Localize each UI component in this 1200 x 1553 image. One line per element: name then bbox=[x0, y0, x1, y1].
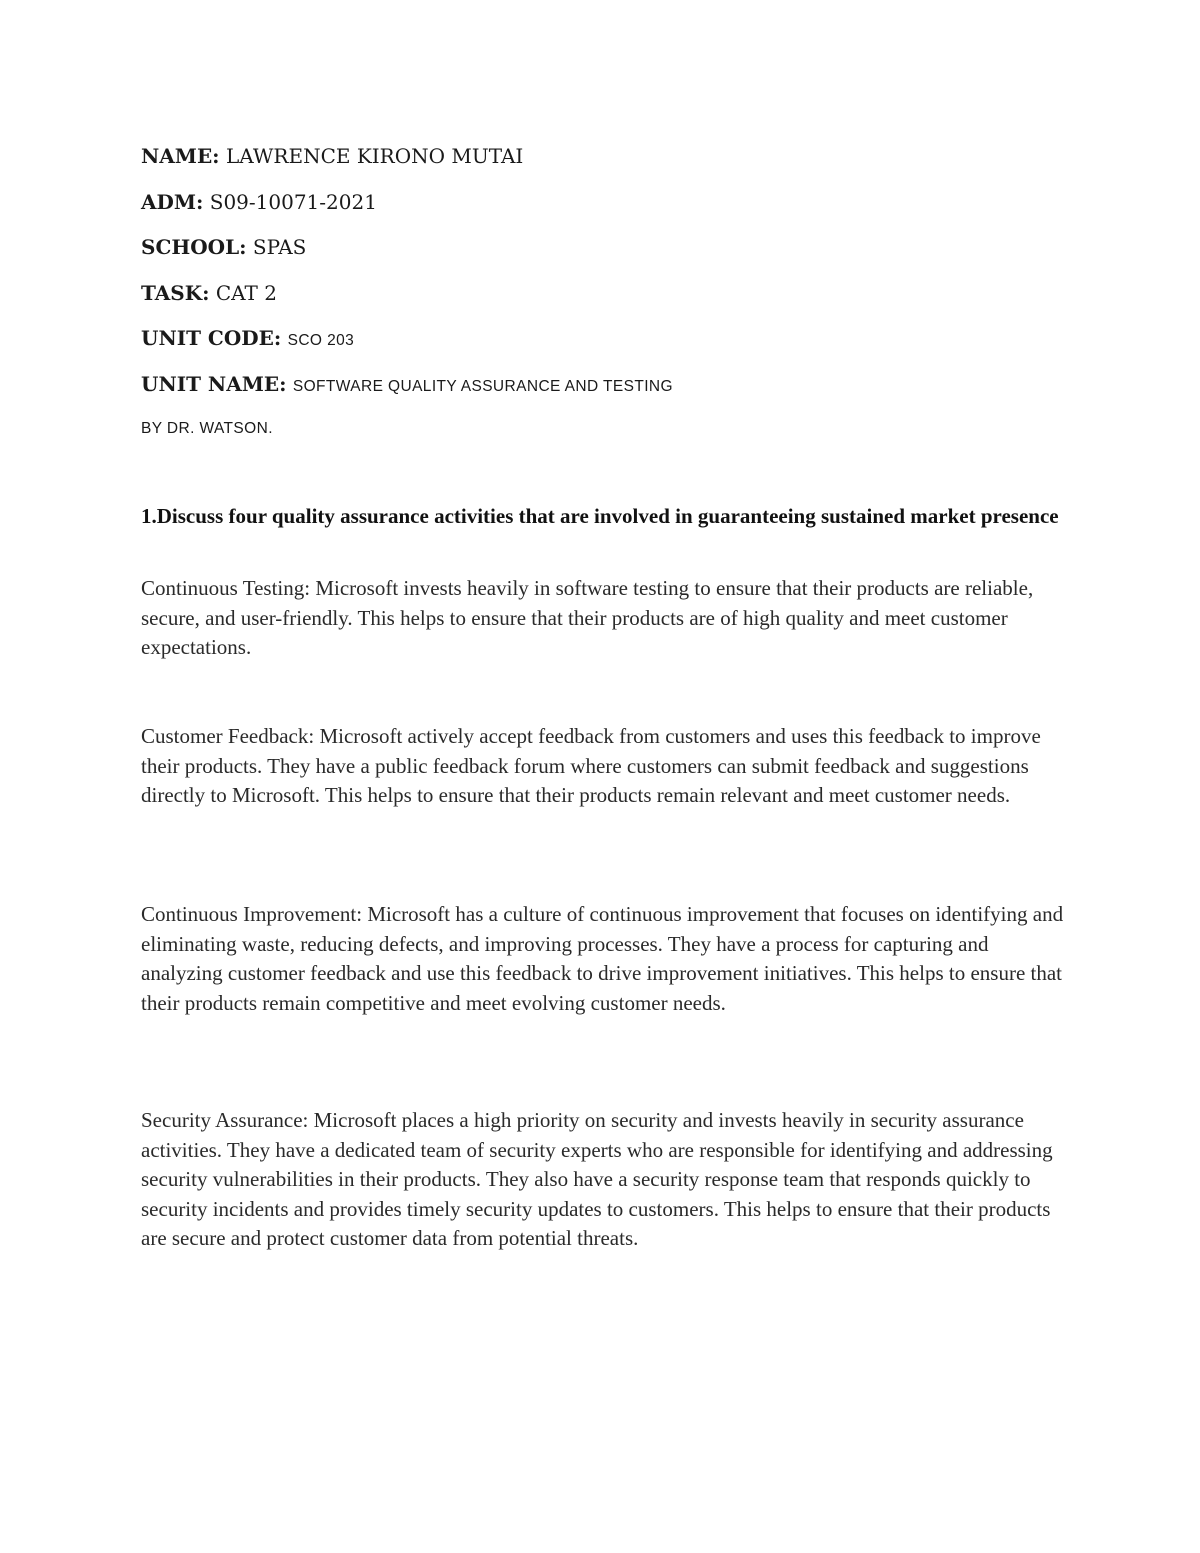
school-value: SPAS bbox=[252, 235, 307, 259]
unit-code-label: UNIT CODE: bbox=[141, 326, 282, 350]
lecturer-line: BY DR. WATSON. bbox=[141, 420, 273, 437]
adm-line bbox=[141, 184, 1101, 230]
school-label: SCHOOL: bbox=[141, 235, 247, 259]
paragraph-continuous-testing: Continuous Testing: Microsoft invests heavily in software testing to ensure that their products are reliable, secure, and user-friendly. This helps to ensure that their products are of high quality and meet customer expectations. bbox=[141, 576, 1034, 659]
task-line bbox=[141, 275, 1101, 321]
paragraph-customer-feedback: Customer Feedback: Microsoft actively accept feedback from customers and uses this feedback to improve their products. They have a public feedback forum where customers can submit feedback and suggestions directly to Microsoft. This helps to ensure that their products remain relevant and meet customer needs. bbox=[141, 724, 1041, 807]
name-label: NAME: bbox=[141, 144, 220, 168]
school-line bbox=[141, 229, 1101, 275]
paragraph-security-assurance: Security Assurance: Microsoft places a high priority on security and invests heavily in security assurance activities. They have a dedicated team of security experts who are responsible for identifying and addressing security vulnerabilities in their products. They also have a security response team that responds quickly to security incidents and provides timely security updates to customers. This helps to ensure that their products are secure and protect customer data from potential threats. bbox=[141, 1108, 1053, 1250]
adm-value: S09-10071-2021 bbox=[209, 189, 377, 214]
unit-name-line bbox=[141, 366, 1101, 412]
paragraph-continuous-improvement: Continuous Improvement: Microsoft has a culture of continuous improvement that focuses on identifying and eliminating waste, reducing defects, and improving processes. They have a process for capturing and analyzing customer feedback and use this feedback to drive improvement initiatives. This helps to ensure that their products remain competitive and meet evolving customer needs. bbox=[141, 902, 1064, 1015]
name-line bbox=[141, 138, 1101, 184]
task-label: TASK: bbox=[141, 280, 210, 305]
unit-code-value: SCO 203 bbox=[287, 332, 355, 349]
name-value: LAWRENCE KIRONO MUTAI bbox=[225, 144, 524, 168]
unit-code-line bbox=[141, 320, 1101, 366]
student-details bbox=[141, 138, 1101, 457]
unit-name-value: SOFTWARE QUALITY ASSURANCE AND TESTING bbox=[292, 377, 673, 395]
task-value: CAT 2 bbox=[215, 280, 277, 305]
question-heading: 1.Discuss four quality assurance activities that are involved in guaranteeing sustained market presence bbox=[141, 504, 1059, 528]
unit-name-label: UNIT NAME: bbox=[141, 371, 287, 396]
adm-label: ADM: bbox=[141, 189, 204, 214]
